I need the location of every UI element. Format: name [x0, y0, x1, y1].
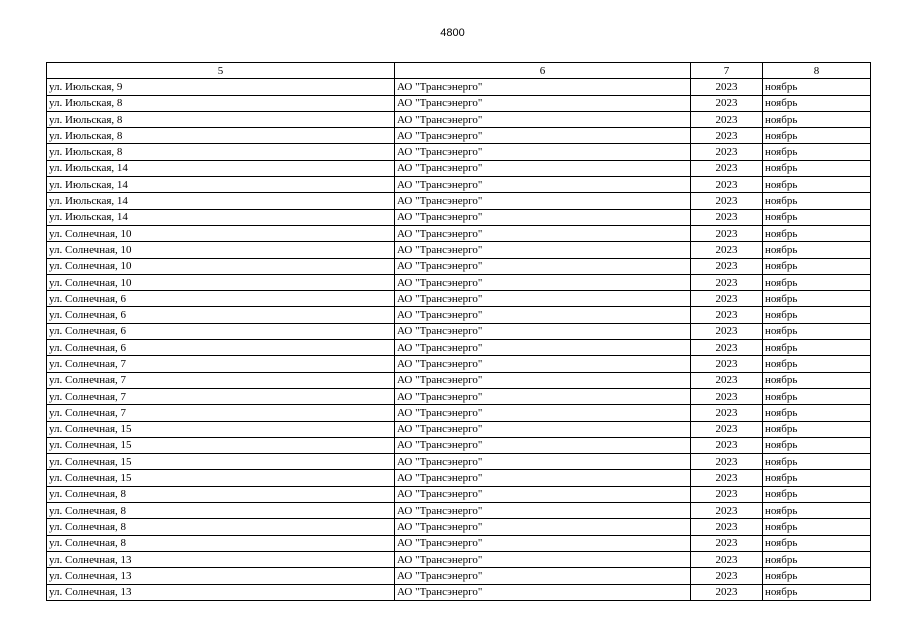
year-cell: 2023 — [691, 421, 763, 437]
month-cell: ноябрь — [763, 225, 871, 241]
organization-cell: АО "Трансэнерго" — [395, 209, 691, 225]
organization-cell: АО "Трансэнерго" — [395, 160, 691, 176]
month-cell: ноябрь — [763, 503, 871, 519]
year-cell: 2023 — [691, 535, 763, 551]
month-cell: ноябрь — [763, 193, 871, 209]
column-header-address: 5 — [47, 63, 395, 79]
address-cell: ул. Солнечная, 7 — [47, 388, 395, 404]
address-cell: ул. Солнечная, 13 — [47, 584, 395, 600]
table-row — [47, 225, 871, 241]
table-row — [47, 486, 871, 502]
organization-cell: АО "Трансэнерго" — [395, 519, 691, 535]
organization-cell: АО "Трансэнерго" — [395, 177, 691, 193]
address-cell: ул. Солнечная, 10 — [47, 242, 395, 258]
month-cell: ноябрь — [763, 388, 871, 404]
table-row — [47, 144, 871, 160]
organization-cell: АО "Трансэнерго" — [395, 454, 691, 470]
organization-cell: АО "Трансэнерго" — [395, 144, 691, 160]
table-row — [47, 372, 871, 388]
organization-cell: АО "Трансэнерго" — [395, 388, 691, 404]
organization-cell: АО "Трансэнерго" — [395, 111, 691, 127]
address-cell: ул. Солнечная, 8 — [47, 486, 395, 502]
year-cell: 2023 — [691, 111, 763, 127]
year-cell: 2023 — [691, 356, 763, 372]
organization-cell: АО "Трансэнерго" — [395, 470, 691, 486]
address-cell: ул. Солнечная, 15 — [47, 454, 395, 470]
organization-cell: АО "Трансэнерго" — [395, 356, 691, 372]
table-row — [47, 356, 871, 372]
month-cell: ноябрь — [763, 356, 871, 372]
table-row — [47, 503, 871, 519]
month-cell: ноябрь — [763, 291, 871, 307]
header-row — [47, 63, 871, 79]
month-cell: ноябрь — [763, 454, 871, 470]
table-row — [47, 242, 871, 258]
table-row — [47, 209, 871, 225]
month-cell: ноябрь — [763, 519, 871, 535]
address-cell: ул. Солнечная, 6 — [47, 340, 395, 356]
table-row — [47, 111, 871, 127]
organization-cell: АО "Трансэнерго" — [395, 503, 691, 519]
address-cell: ул. Солнечная, 6 — [47, 291, 395, 307]
table-row — [47, 193, 871, 209]
month-cell: ноябрь — [763, 209, 871, 225]
address-cell: ул. Июльская, 8 — [47, 128, 395, 144]
table-row — [47, 405, 871, 421]
table-row — [47, 454, 871, 470]
address-cell: ул. Июльская, 14 — [47, 160, 395, 176]
month-cell: ноябрь — [763, 111, 871, 127]
table-row — [47, 177, 871, 193]
table-row — [47, 323, 871, 339]
organization-cell: АО "Трансэнерго" — [395, 128, 691, 144]
table-row — [47, 274, 871, 290]
organization-cell: АО "Трансэнерго" — [395, 535, 691, 551]
year-cell: 2023 — [691, 160, 763, 176]
column-header-organization: 6 — [395, 63, 691, 79]
address-cell: ул. Июльская, 8 — [47, 144, 395, 160]
month-cell: ноябрь — [763, 160, 871, 176]
organization-cell: АО "Трансэнерго" — [395, 79, 691, 95]
organization-cell: АО "Трансэнерго" — [395, 95, 691, 111]
address-cell: ул. Июльская, 14 — [47, 193, 395, 209]
month-cell: ноябрь — [763, 274, 871, 290]
year-cell: 2023 — [691, 584, 763, 600]
month-cell: ноябрь — [763, 95, 871, 111]
table-row — [47, 160, 871, 176]
month-cell: ноябрь — [763, 258, 871, 274]
organization-cell: АО "Трансэнерго" — [395, 372, 691, 388]
year-cell: 2023 — [691, 79, 763, 95]
month-cell: ноябрь — [763, 437, 871, 453]
address-cell: ул. Солнечная, 7 — [47, 372, 395, 388]
address-cell: ул. Солнечная, 13 — [47, 551, 395, 567]
year-cell: 2023 — [691, 568, 763, 584]
month-cell: ноябрь — [763, 405, 871, 421]
year-cell: 2023 — [691, 470, 763, 486]
year-cell: 2023 — [691, 144, 763, 160]
year-cell: 2023 — [691, 177, 763, 193]
year-cell: 2023 — [691, 437, 763, 453]
address-cell: ул. Солнечная, 15 — [47, 470, 395, 486]
table-row — [47, 291, 871, 307]
address-cell: ул. Солнечная, 8 — [47, 503, 395, 519]
table-row — [47, 519, 871, 535]
table-row — [47, 128, 871, 144]
organization-cell: АО "Трансэнерго" — [395, 323, 691, 339]
organization-cell: АО "Трансэнерго" — [395, 258, 691, 274]
month-cell: ноябрь — [763, 568, 871, 584]
table-row — [47, 307, 871, 323]
organization-cell: АО "Трансэнерго" — [395, 274, 691, 290]
organization-cell: АО "Трансэнерго" — [395, 421, 691, 437]
year-cell: 2023 — [691, 551, 763, 567]
month-cell: ноябрь — [763, 584, 871, 600]
table-row — [47, 79, 871, 95]
month-cell: ноябрь — [763, 128, 871, 144]
year-cell: 2023 — [691, 340, 763, 356]
organization-cell: АО "Трансэнерго" — [395, 225, 691, 241]
year-cell: 2023 — [691, 405, 763, 421]
month-cell: ноябрь — [763, 535, 871, 551]
address-cell: ул. Июльская, 8 — [47, 95, 395, 111]
organization-cell: АО "Трансэнерго" — [395, 242, 691, 258]
table-row — [47, 421, 871, 437]
table-row — [47, 535, 871, 551]
month-cell: ноябрь — [763, 323, 871, 339]
address-cell: ул. Июльская, 14 — [47, 177, 395, 193]
address-cell: ул. Июльская, 8 — [47, 111, 395, 127]
year-cell: 2023 — [691, 274, 763, 290]
address-cell: ул. Солнечная, 10 — [47, 258, 395, 274]
table-body — [47, 79, 871, 601]
organization-cell: АО "Трансэнерго" — [395, 437, 691, 453]
year-cell: 2023 — [691, 307, 763, 323]
table-row — [47, 584, 871, 600]
year-cell: 2023 — [691, 95, 763, 111]
organization-cell: АО "Трансэнерго" — [395, 405, 691, 421]
table-row — [47, 437, 871, 453]
register-table — [46, 62, 871, 601]
table-row — [47, 258, 871, 274]
address-cell: ул. Солнечная, 13 — [47, 568, 395, 584]
organization-cell: АО "Трансэнерго" — [395, 307, 691, 323]
organization-cell: АО "Трансэнерго" — [395, 291, 691, 307]
month-cell: ноябрь — [763, 421, 871, 437]
table-row — [47, 551, 871, 567]
address-cell: ул. Солнечная, 15 — [47, 421, 395, 437]
year-cell: 2023 — [691, 291, 763, 307]
year-cell: 2023 — [691, 372, 763, 388]
month-cell: ноябрь — [763, 79, 871, 95]
address-cell: ул. Июльская, 14 — [47, 209, 395, 225]
year-cell: 2023 — [691, 503, 763, 519]
year-cell: 2023 — [691, 128, 763, 144]
address-cell: ул. Солнечная, 7 — [47, 405, 395, 421]
organization-cell: АО "Трансэнерго" — [395, 340, 691, 356]
organization-cell: АО "Трансэнерго" — [395, 193, 691, 209]
table-row — [47, 388, 871, 404]
year-cell: 2023 — [691, 242, 763, 258]
table-header — [47, 63, 871, 79]
address-cell: ул. Июльская, 9 — [47, 79, 395, 95]
month-cell: ноябрь — [763, 486, 871, 502]
year-cell: 2023 — [691, 388, 763, 404]
month-cell: ноябрь — [763, 177, 871, 193]
table-row — [47, 340, 871, 356]
month-cell: ноябрь — [763, 551, 871, 567]
address-cell: ул. Солнечная, 10 — [47, 225, 395, 241]
organization-cell: АО "Трансэнерго" — [395, 584, 691, 600]
year-cell: 2023 — [691, 193, 763, 209]
address-cell: ул. Солнечная, 6 — [47, 323, 395, 339]
year-cell: 2023 — [691, 454, 763, 470]
year-cell: 2023 — [691, 323, 763, 339]
table-row — [47, 568, 871, 584]
address-cell: ул. Солнечная, 8 — [47, 535, 395, 551]
year-cell: 2023 — [691, 209, 763, 225]
organization-cell: АО "Трансэнерго" — [395, 568, 691, 584]
year-cell: 2023 — [691, 258, 763, 274]
month-cell: ноябрь — [763, 470, 871, 486]
month-cell: ноябрь — [763, 144, 871, 160]
page-number: 4800 — [440, 27, 465, 39]
month-cell: ноябрь — [763, 242, 871, 258]
address-cell: ул. Солнечная, 7 — [47, 356, 395, 372]
organization-cell: АО "Трансэнерго" — [395, 551, 691, 567]
column-header-month: 8 — [763, 63, 871, 79]
column-header-year: 7 — [691, 63, 763, 79]
address-cell: ул. Солнечная, 8 — [47, 519, 395, 535]
month-cell: ноябрь — [763, 340, 871, 356]
organization-cell: АО "Трансэнерго" — [395, 486, 691, 502]
year-cell: 2023 — [691, 519, 763, 535]
address-cell: ул. Солнечная, 15 — [47, 437, 395, 453]
year-cell: 2023 — [691, 225, 763, 241]
table-row — [47, 470, 871, 486]
year-cell: 2023 — [691, 486, 763, 502]
address-cell: ул. Солнечная, 6 — [47, 307, 395, 323]
address-cell: ул. Солнечная, 10 — [47, 274, 395, 290]
month-cell: ноябрь — [763, 307, 871, 323]
table-row — [47, 95, 871, 111]
month-cell: ноябрь — [763, 372, 871, 388]
